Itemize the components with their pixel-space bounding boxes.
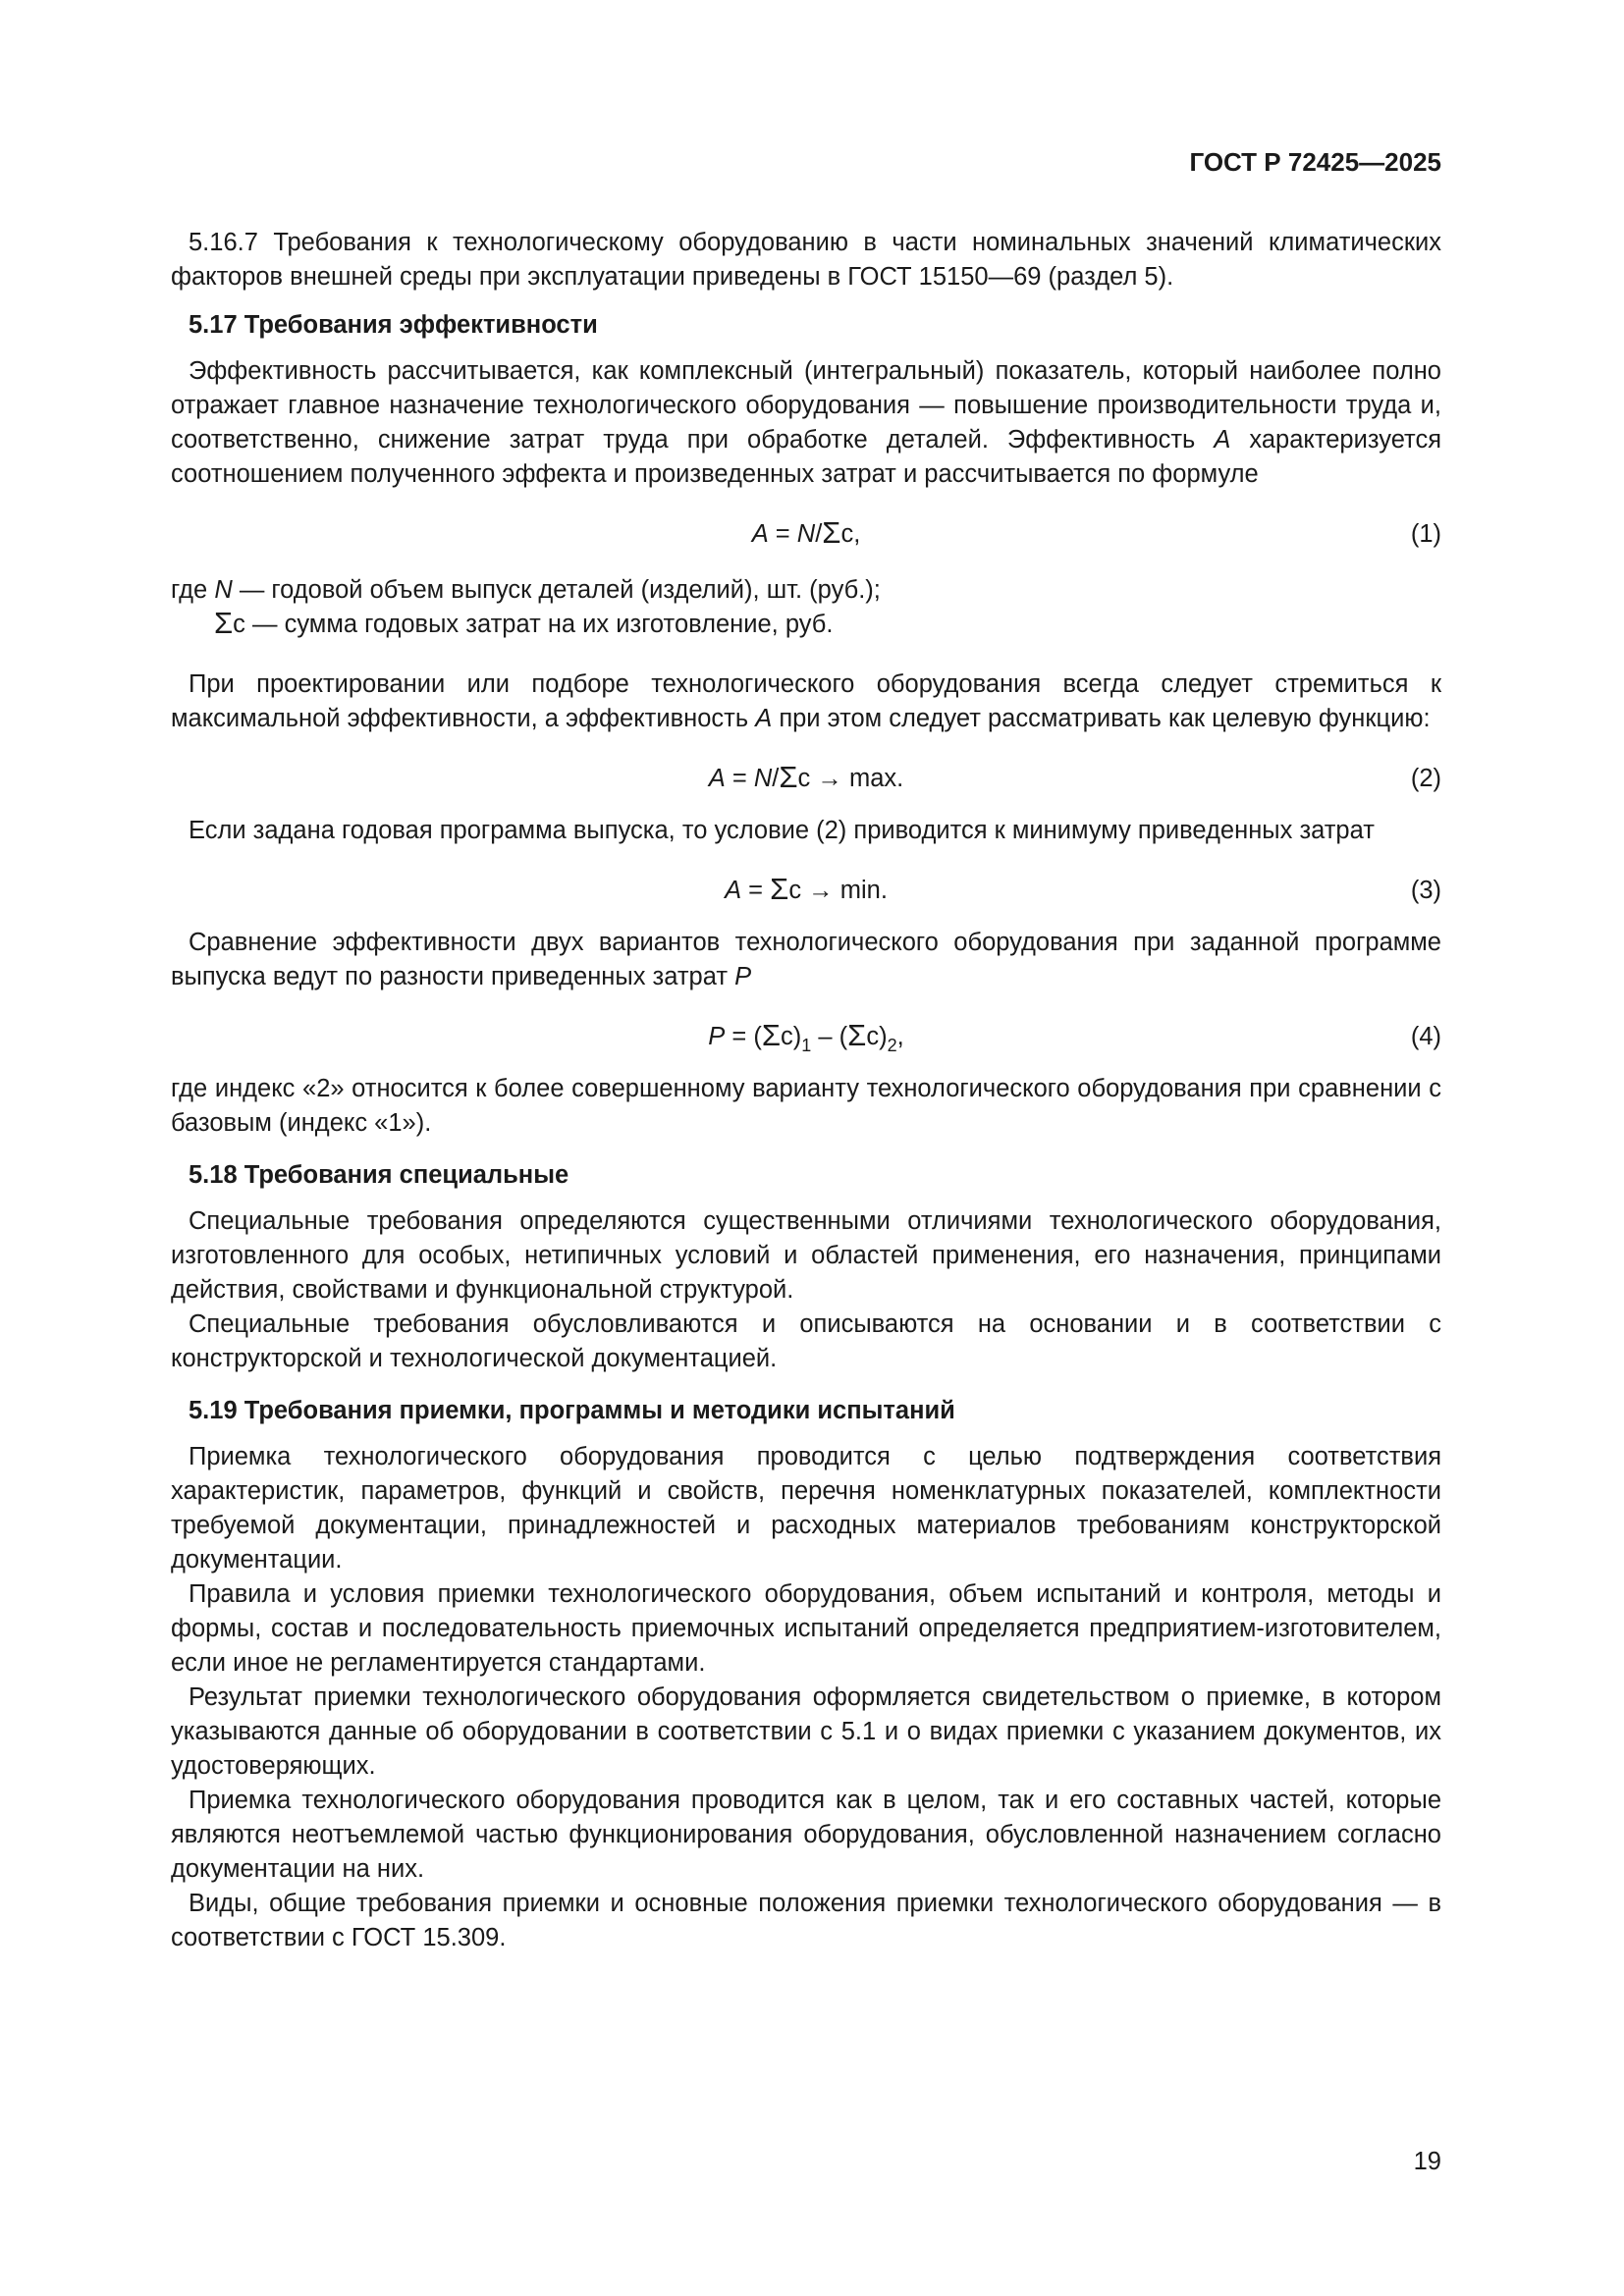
paragraph-5-18-1: Специальные требования определяются существенными отличиями технологического оборудования, изготовленного для особых, нетипичных условий и областей применения, его назначения, принципами действия, свойствами и функциональной структурой. — [171, 1207, 1441, 1304]
paragraph-index: где индекс «2» относится к более совершенному варианту технологического оборудования при сравнении с базовым (индекс «1»). — [171, 1075, 1441, 1137]
paragraph-5-19-5: Виды, общие требования приемки и основные положения приемки технологического оборудования — в соответствии с ГОСТ 15.309. — [171, 1890, 1441, 1951]
formula-number-3: (3) — [1410, 877, 1441, 904]
formula-2: A = N/Σc → max. (2) — [708, 760, 1441, 794]
paragraph-5-19-4: Приемка технологического оборудования проводится как в целом, так и его составных частей, которые являются неотъемлемой частью функционирования оборудования, обусловленной назначением согласно документации на них. — [171, 1787, 1441, 1883]
where-definition-n: где N — годовой объем выпуск деталей (изделий), шт. (руб.); — [171, 576, 881, 604]
paragraph-5-19-2: Правила и условия приемки технологического оборудования, объем испытаний и контроля, методы и формы, состав и последовательность приемочных испытаний определяется предприятием-изготовителем, если иное не регламентируется стандартами. — [171, 1580, 1441, 1677]
paragraph-5-17-efficiency: Эффективность рассчитывается, как комплексный (интегральный) показатель, который наиболее полно отражает главное назначение технологического оборудования — повышение производительности труда и, соответственно, снижение затрат труда при обработке деталей. Эффективность A характеризуется соотношением полученного эффекта и произведенных затрат и рассчитывается по формуле — [171, 357, 1441, 488]
paragraph-program: Если задана годовая программа выпуска, то условие (2) приводится к минимуму приведенных затрат — [189, 817, 1375, 844]
formula-4: $P = (\Sigma c)_1 - (\Sigma c)_2$, (4) — [708, 1018, 1441, 1055]
page-number: 19 — [1413, 2148, 1441, 2175]
paragraph-design: При проектировании или подборе технологического оборудования всегда следует стремиться к максимальной эффективности, а эффективность A при этом следует рассматривать как целевую функцию: — [171, 670, 1441, 732]
formula-number-1: (1) — [1410, 520, 1441, 548]
page-content — [171, 226, 1441, 1955]
paragraph-5-18-2: Специальные требования обусловливаются и описываются на основании и в соответствии с конструкторской и технологической документацией. — [171, 1310, 1441, 1372]
section-heading-5-19: 5.19 Требования приемки, программы и методики испытаний — [189, 1397, 955, 1424]
formula-number-2: (2) — [1410, 765, 1441, 792]
formula-number-4: (4) — [1410, 1023, 1441, 1050]
paragraph-5-16-7: 5.16.7 Требования к технологическому оборудованию в части номинальных значений климатических факторов внешней среды при эксплуатации приведены в ГОСТ 15150—69 (раздел 5). — [171, 229, 1441, 291]
document-id: ГОСТ Р 72425—2025 — [1189, 147, 1441, 177]
paragraph-5-19-1: Приемка технологического оборудования проводится с целью подтверждения соответствия характеристик, параметров, функций и свойств, перечня номенклатурных показателей, комплектности требуемой документации, принадлежностей и расходных материалов требованиям конструкторской документации. — [171, 1443, 1441, 1574]
formula-1: A = N/Σc, (1) — [751, 515, 1441, 550]
section-heading-5-18: 5.18 Требования специальные — [189, 1161, 569, 1189]
paragraph-compare: Сравнение эффективности двух вариантов технологического оборудования при заданной программе выпуска ведут по разности приведенных затрат P — [171, 929, 1441, 990]
formula-3: A = Σc → min. (3) — [725, 872, 1441, 906]
where-definition-sigma: Σc — сумма годовых затрат на их изготовление, руб. — [214, 606, 834, 640]
section-heading-5-17: 5.17 Требования эффективности — [189, 311, 598, 339]
paragraph-5-19-3: Результат приемки технологического оборудования оформляется свидетельством о приемке, в котором указываются данные об оборудовании в соответствии с 5.1 и о видах приемки с указанием документов, их удостоверяющих. — [171, 1683, 1441, 1780]
